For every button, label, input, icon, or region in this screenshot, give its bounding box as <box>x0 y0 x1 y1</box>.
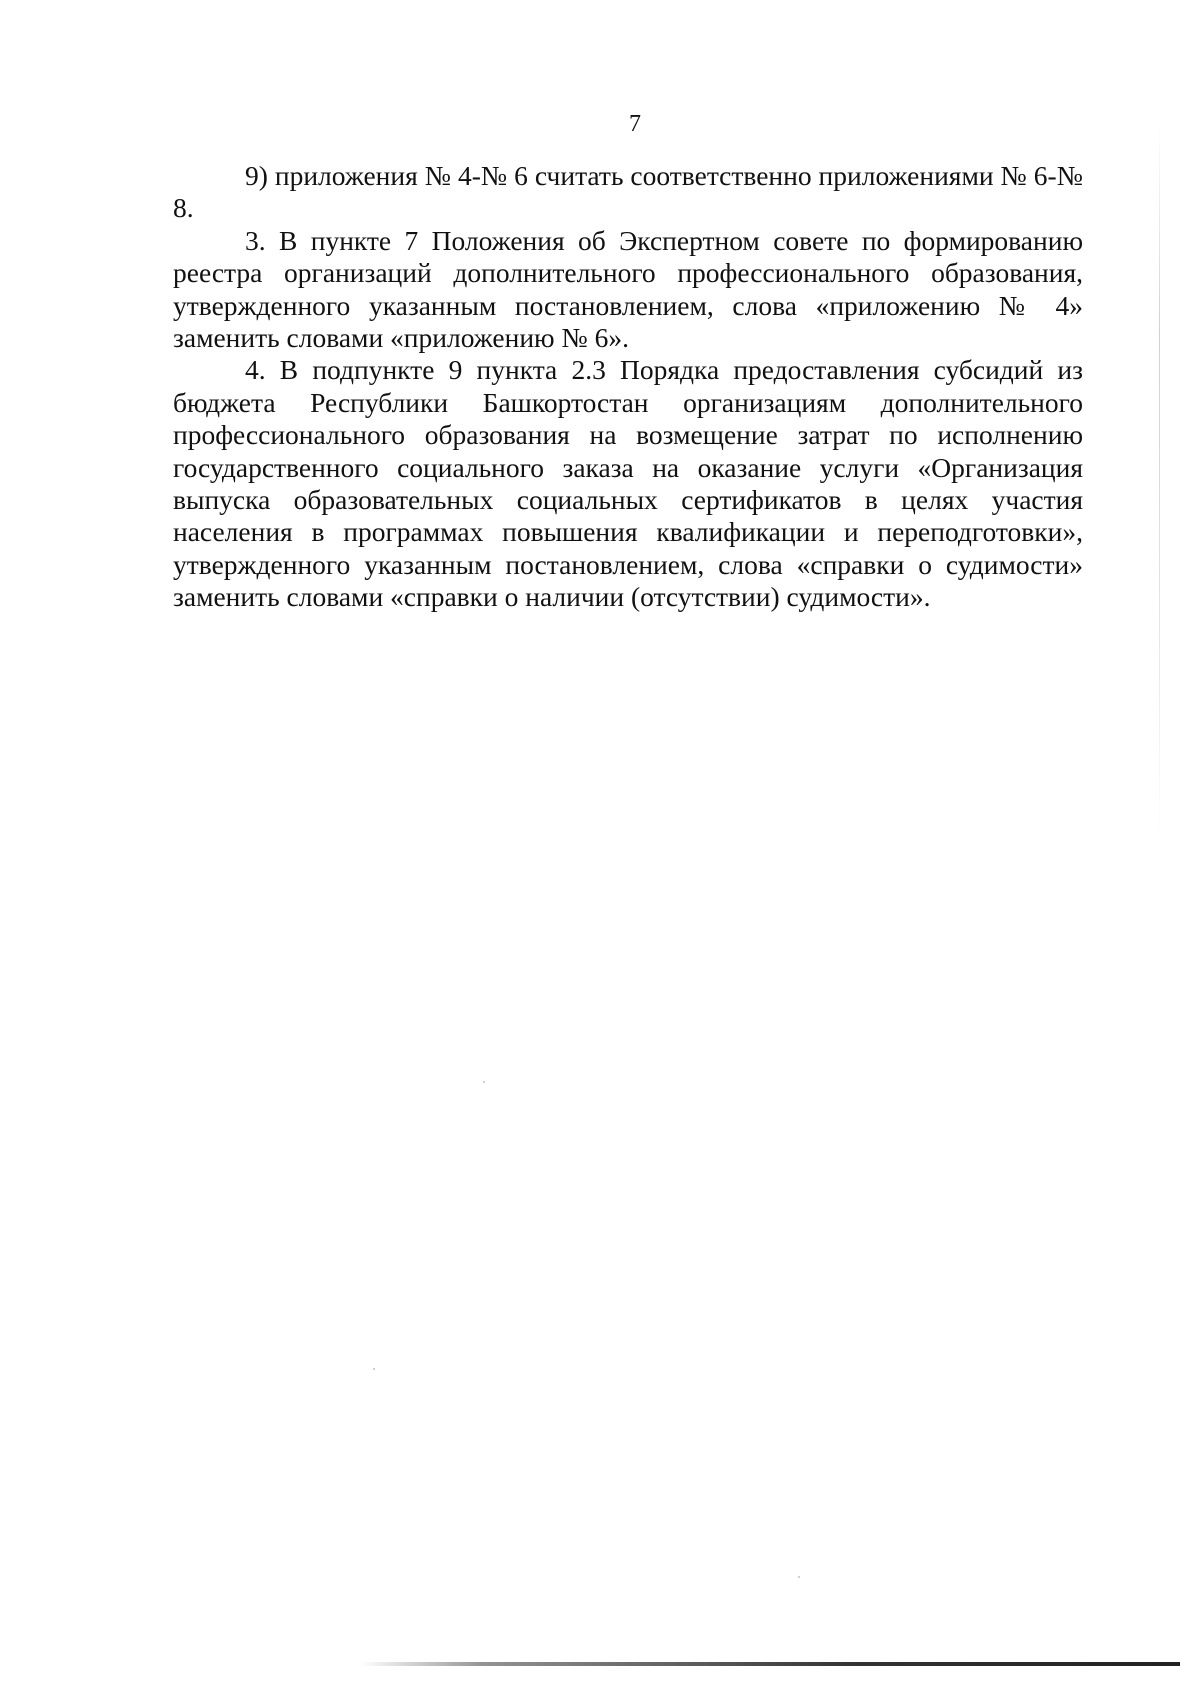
scan-speck <box>373 1368 375 1370</box>
page-number: 7 <box>629 111 641 137</box>
scan-bottom-line-artifact <box>360 1662 1180 1666</box>
document-body <box>173 160 1083 614</box>
scan-edge-artifact <box>1159 120 1160 840</box>
paragraph-point-3: 3. В пункте 7 Положения об Экспертном совете по формированию реестра организаций дополнительного профессионального образования, утвержденного указанным постановлением, слова «приложению № 4» заменить словами «приложению № 6». <box>173 224 1083 354</box>
paragraph-item-9: 9) приложения № 4-№ 6 считать соответственно приложениями № 6-№ 8. <box>173 160 1083 224</box>
scan-speck <box>483 1081 485 1083</box>
paragraph-point-4: 4. В подпункте 9 пункта 2.3 Порядка предоставления субсидий из бюджета Республики Башкортостан организациям дополнительного профессионального образования на возмещение затрат по исполнению государственного социального заказа на оказание услуги «Организация выпуска образовательных социальных сертификатов в целях участия населения в программах повышения квалификации и переподготовки», утвержденного указанным постановлением, слова «справки о судимости» заменить словами «справки о наличии (отсутствии) судимости». <box>173 354 1083 613</box>
scan-speck <box>798 1576 800 1578</box>
